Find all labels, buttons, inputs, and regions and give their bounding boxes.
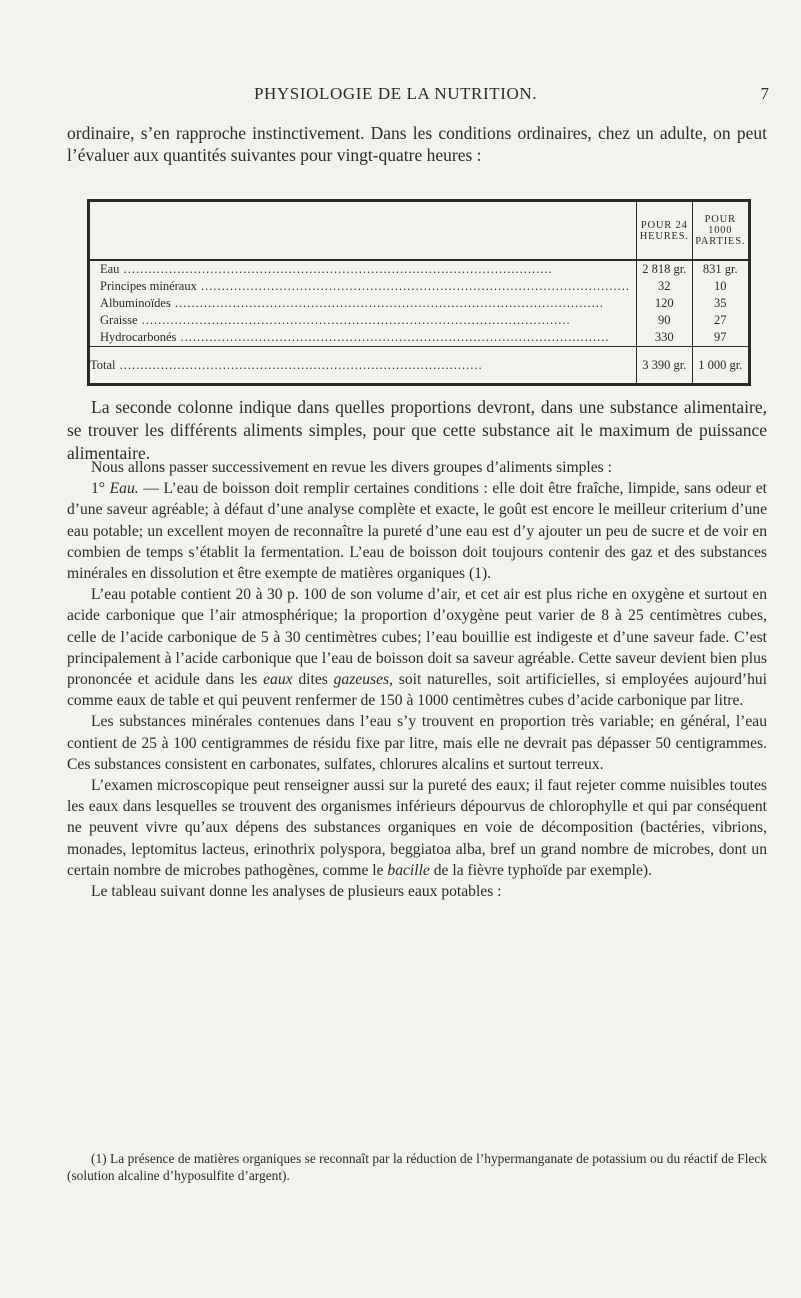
page-number: 7 (760, 84, 769, 103)
table-labels (90, 261, 636, 346)
table-values-24h (637, 261, 692, 346)
table-cell: 831 gr. (702, 262, 738, 276)
body-text (67, 457, 767, 902)
paragraph-text: , soit naturelles, soit artificielles, si employées aujourd’hui comme eaux de table et qui peuvent renfermer de 150 à 1000 centimètres cubes d’acide carbonique par litre. (67, 671, 768, 710)
table-cell: 35 (714, 296, 727, 310)
table-cell: 90 (658, 313, 671, 327)
table-body-row (89, 260, 750, 347)
footnote-text: (1) La présence de matières organiques se reconnaît par la réduction de l’hypermanganate de potassium ou du réactif de Fleck (solution alcaline d’hyposulfite d’argent). (67, 1151, 767, 1183)
footnote (67, 1150, 767, 1184)
paragraph-text: La seconde colonne indique dans quelles proportions devront, dans une substance alimentaire, se trouver les différents aliments simples, pour que cette substance ait le maximum de puissance alimentaire. (67, 397, 767, 463)
table-cell: 120 (654, 296, 674, 310)
italic-term: eaux (263, 671, 293, 689)
intro-paragraph (67, 122, 767, 166)
page-header (0, 84, 801, 106)
paragraph-air (67, 584, 767, 711)
table-cell: 27 (714, 313, 727, 327)
paragraph-second-column (67, 396, 767, 465)
total-24h: 3 390 gr. (636, 347, 692, 385)
table-cell: 10 (714, 279, 727, 293)
table-header-label (89, 201, 637, 261)
intro-text: ordinaire, s’en rapproche instinctivement. Dans les conditions ordinaires, chez un adulte, on peut l’évaluer aux quantités suivantes pour vingt-quatre heures : (67, 123, 767, 165)
paragraph-microscopy (67, 775, 767, 881)
table-header-24h: POUR 24 HEURES. (636, 201, 692, 261)
table-header-row (89, 201, 750, 261)
paragraph-text: L’eau potable contient 20 à 30 p. 100 de son volume d’air, et cet air est plus riche en oxygène et surtout en acide carbonique que l’air atmosphérique; la proportion d’oxygène peut varier de 8 à 25 centimètres cubes, celle de l’acide carbonique de 5 à 30 centimètres cubes; l’eau bouillie est indigeste et d’une saveur fade. C’est principalement à l’acide carbonique que l’eau de boisson doit sa saveur agréable. Cette saveur devient bien plus prononcée et acidule dans les (67, 586, 767, 689)
running-title: PHYSIOLOGIE DE LA NUTRITION. (254, 84, 538, 103)
table-values-1000 (693, 261, 748, 346)
paragraph-text: — L’eau de boisson doit remplir certaines conditions : elle doit être fraîche, limpide, sans odeur et d’une saveur agréable; à défaut d’une analyse complète et exacte, le goût est encore le meilleur criterium d’une eau potable; un excellent moyen de reconnaître la pureté d’une eau est d’y ajouter un peu de sucre et de voir en combien de temps s’établit la fermentation. L’eau de boisson doit toujours contenir des gaz et des substances minérales en dissolution et être exempte de matières organiques (1). (67, 480, 767, 583)
paragraph-groups: Nous allons passer successivement en revue les divers groupes d’aliments simples : (91, 459, 612, 476)
paragraph-text: dites (292, 671, 334, 689)
paragraph-minerals: Les substances minérales contenues dans l’eau s’y trouvent en proportion très variable; en général, l’eau contient de 25 à 100 centigrammes de résidu fixe par litre, mais elle ne devrait pas dépasser 50 centigrammes. Ces substances consistent en carbonates, sulfates, chlorures alcalins et surtout terreux. (67, 713, 767, 773)
table-total-row (89, 347, 750, 385)
table-row-label: Eau ..... (100, 261, 630, 278)
italic-term: gazeuses (333, 671, 390, 689)
table-row-label: Graisse ..... (100, 312, 630, 329)
section-title: Eau. (109, 480, 139, 498)
paragraph-text: de la fièvre typhoïde par exemple). (429, 861, 652, 879)
table-cell: 97 (714, 330, 727, 344)
table-header-1000: POUR 1000 PARTIES. (692, 201, 749, 261)
daily-ration-table (87, 199, 751, 386)
table-row-label: Hydrocarbonés ..... (100, 329, 630, 346)
paragraph-eau (67, 478, 767, 584)
table-cell: 32 (658, 279, 671, 293)
total-1000: 1 000 gr. (692, 347, 749, 385)
table-row-label: Principes minéraux ..... (100, 278, 630, 295)
section-number: 1° (91, 480, 110, 498)
paragraph-text: L’examen microscopique peut renseigner aussi sur la pureté des eaux; il faut rejeter comme nuisibles toutes les eaux dans lesquelles se trouvent des organismes inférieurs dépourvus de chlorophylle et qui par conséquent ne peuvent vivre qu’aux dépens des substances organiques en voie de décomposition (bactéries, vibrions, monades, leptomitus lacteus, erinothrix polyspora, beggiatoa alba, bref un grand nombre de microbes, dont un certain nombre de microbes pathogènes, comme le (67, 777, 767, 879)
italic-term: bacille (387, 861, 430, 879)
total-label: Total ..... (90, 358, 483, 372)
paragraph-table-intro: Le tableau suivant donne les analyses de plusieurs eaux potables : (91, 883, 502, 901)
table-row-label: Albuminoïdes ..... (100, 295, 630, 312)
table-cell: 2 818 gr. (642, 262, 687, 276)
table-cell: 330 (654, 330, 674, 344)
